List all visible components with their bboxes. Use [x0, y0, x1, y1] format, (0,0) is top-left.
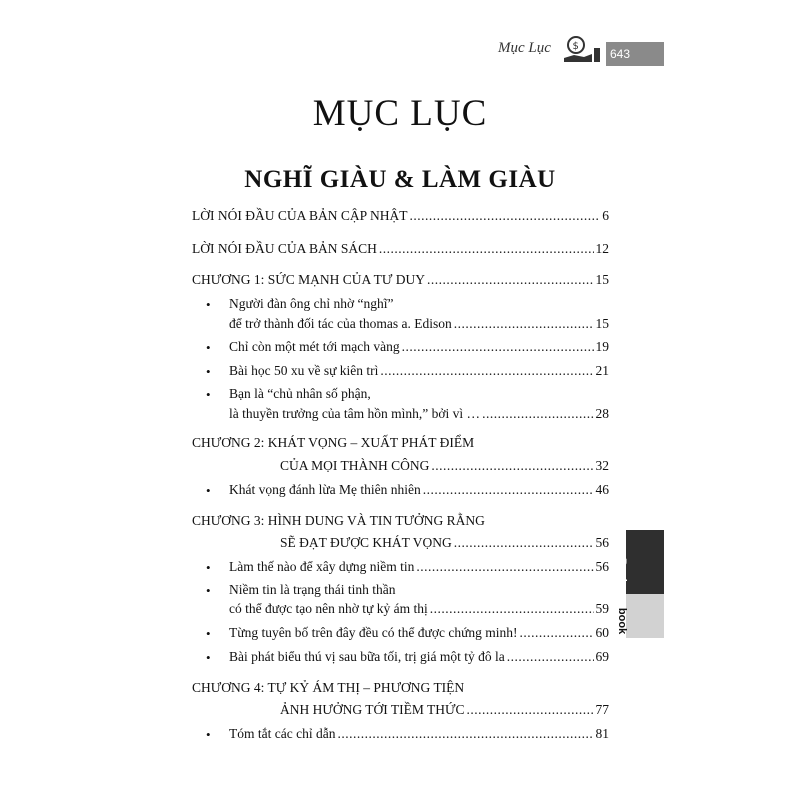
side-tab-label: Businessbook — [616, 558, 628, 635]
businessbook-side-tab — [616, 530, 664, 638]
toc-page: 19 — [595, 339, 609, 354]
toc-page: 32 — [595, 458, 609, 473]
toc-entry: Khát vọng đánh lừa Mẹ thiên nhiên ..... 46 — [229, 482, 609, 498]
toc-chapter-line1: CHƯƠNG 2: KHÁT VỌNG – XUẤT PHÁT ĐIỂM — [192, 435, 475, 450]
toc-page: 12 — [595, 241, 609, 256]
toc-entry: LỜI NÓI ĐẦU CỦA BẢN CẬP NHẬT ..... 6 — [192, 208, 609, 224]
toc-page: 77 — [595, 702, 609, 717]
bullet: • — [206, 340, 211, 355]
svg-text:$: $ — [572, 41, 579, 52]
toc-entry-line1: Bạn là “chủ nhân số phận, — [229, 386, 371, 401]
bullet: • — [206, 483, 211, 498]
toc-entry: Làm thế nào để xây dựng niềm tin ..... 56 — [229, 559, 609, 575]
bullet: • — [206, 364, 211, 379]
toc-page: 56 — [595, 535, 609, 550]
toc-chapter: ẢNH HƯỞNG TỚI TIỀM THỨC ..... 77 — [280, 702, 609, 718]
toc-page: 15 — [595, 272, 609, 287]
toc-entry: là thuyền trưởng của tâm hồn mình,” bởi vì … ..... 28 — [229, 406, 609, 422]
page-number: 643 — [606, 42, 664, 66]
money-hand-icon — [562, 34, 602, 64]
bullet: • — [206, 727, 211, 742]
toc-entry: có thể được tạo nên nhờ tự kỷ ám thị ..... 59 — [229, 601, 609, 617]
toc-entry-line1: Niềm tin là trạng thái tinh thần — [229, 582, 396, 597]
toc-page: 21 — [595, 363, 609, 378]
toc-page: 46 — [595, 482, 609, 497]
bullet: • — [206, 650, 211, 665]
toc-page: 6 — [602, 208, 609, 223]
toc-entry: Bài phát biểu thú vị sau bữa tối, trị giá một tỷ đô la ..... 69 — [229, 649, 609, 665]
toc-page: 60 — [595, 625, 609, 640]
bullet: • — [206, 583, 211, 598]
toc-page: 56 — [595, 559, 609, 574]
page-title: MỤC LỤC — [312, 93, 488, 134]
toc-entry: LỜI NÓI ĐẦU CỦA BẢN SÁCH ..... 12 — [192, 241, 609, 257]
toc-chapter: CỦA MỌI THÀNH CÔNG ..... 32 — [280, 458, 609, 474]
toc-page: 59 — [595, 601, 609, 616]
bullet: • — [206, 626, 211, 641]
bullet: • — [206, 560, 211, 575]
toc-chapter-line1: CHƯƠNG 3: HÌNH DUNG VÀ TIN TƯỞNG RẰNG — [192, 513, 485, 528]
toc-entry: Từng tuyên bố trên đây đều có thể được chứng minh! ..... 60 — [229, 625, 609, 641]
toc-entry: Chỉ còn một mét tới mạch vàng ..... 19 — [229, 339, 609, 355]
toc-page: 28 — [595, 406, 609, 421]
toc-chapter: CHƯƠNG 1: SỨC MẠNH CỦA TƯ DUY ..... 15 — [192, 272, 609, 288]
bullet: • — [206, 387, 211, 402]
toc-page: 69 — [595, 649, 609, 664]
section-title: NGHĨ GIÀU & LÀM GIÀU — [244, 166, 556, 193]
toc-chapter-line1: CHƯƠNG 4: TỰ KỶ ÁM THỊ – PHƯƠNG TIỆN — [192, 680, 465, 695]
toc-entry: để trở thành đối tác của thomas a. Edison ..... 15 — [229, 316, 609, 332]
toc-entry: Tóm tắt các chỉ dẫn ..... 81 — [229, 726, 609, 742]
bullet: • — [206, 297, 211, 312]
toc-entry: Bài học 50 xu về sự kiên trì ..... 21 — [229, 363, 609, 379]
toc-entry-line1: Người đàn ông chỉ nhờ “nghĩ” — [229, 296, 394, 311]
toc-chapter: SẼ ĐẠT ĐƯỢC KHÁT VỌNG ..... 56 — [280, 535, 609, 551]
running-header-title: Mục Lục — [498, 40, 551, 56]
toc-page: 15 — [595, 316, 609, 331]
toc-page: 81 — [595, 726, 609, 741]
